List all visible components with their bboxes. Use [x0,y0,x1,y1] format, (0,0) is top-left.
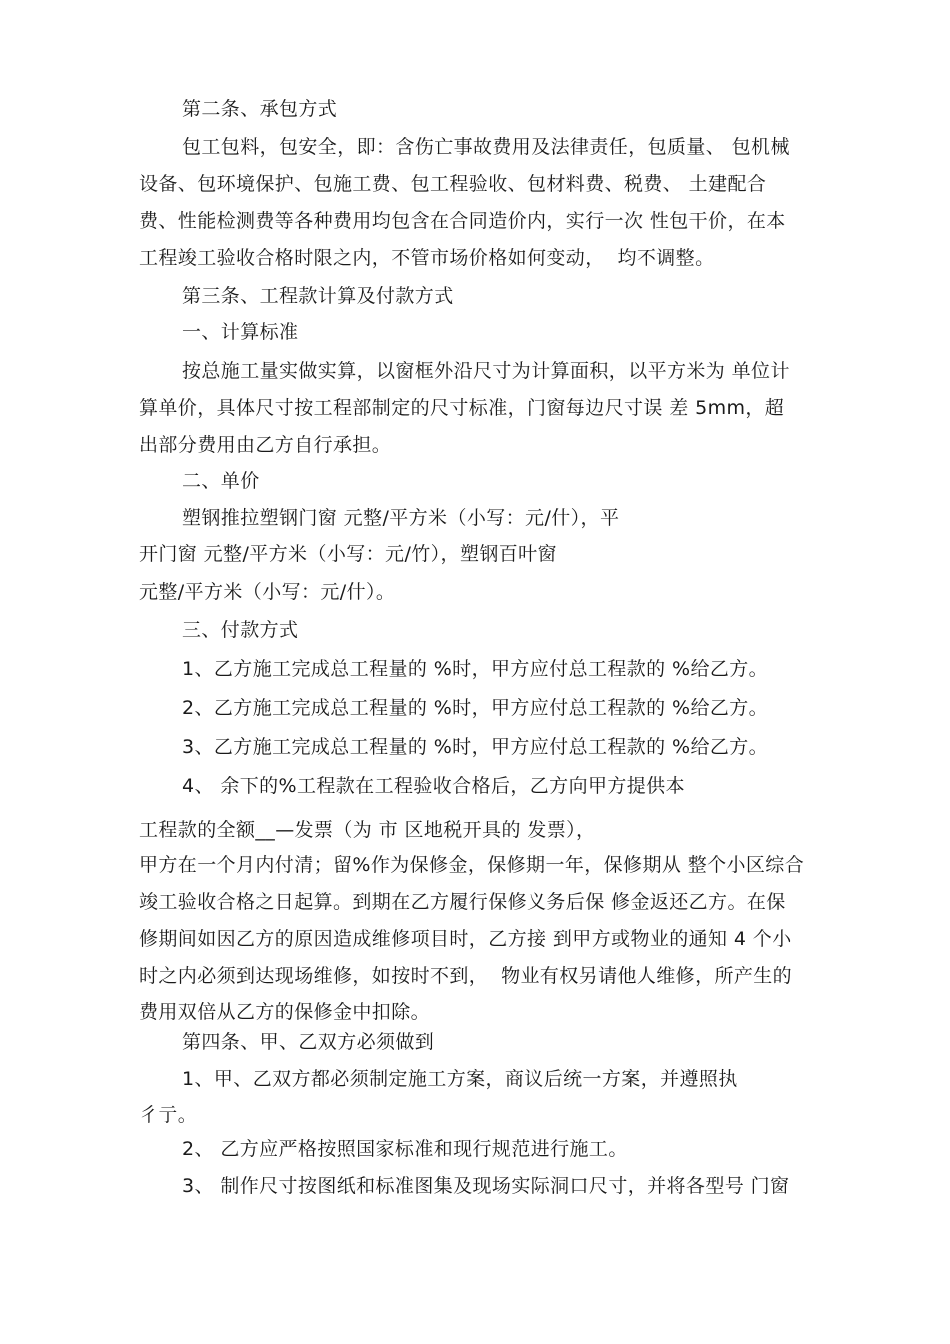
list-item: 3、 制作尺寸按图纸和标准图集及现场实际洞口尺寸，并将各型号 门窗 [182,1175,790,1197]
paragraph-line: 修期间如因乙方的原因造成维修项目时，乙方接 到甲方或物业的通知 4 个小 [139,928,792,950]
paragraph-line: 元整/平方米（小写：元/什）。 [139,581,396,603]
section-heading-2: 第二条、承包方式 [182,98,338,120]
list-item: 3、乙方施工完成总工程量的 %时，甲方应付总工程款的 %给乙方。 [182,736,769,758]
paragraph-line: 工程竣工验收合格时限之内，不管市场价格如何变动， 均不调整。 [139,247,715,269]
paragraph-line: 按总施工量实做实算，以窗框外沿尺寸为计算面积，以平方米为 单位计 [182,360,790,382]
subheading-calc-standard: 一、计算标准 [182,321,299,343]
paragraph-line: 甲方在一个月内付清；留%作为保修金，保修期一年，保修期从 整个小区综合 [139,854,805,876]
list-item: 4、 余下的%工程款在工程验收合格后，乙方向甲方提供本 [182,775,685,797]
section-heading-4: 第四条、甲、乙双方必须做到 [182,1031,435,1053]
paragraph-line: 时之内必须到达现场维修，如按时不到， 物业有权另请他人维修，所产生的 [139,965,793,987]
paragraph-line: 开门窗 元整/平方米（小写：元/竹），塑钢百叶窗 [139,543,557,565]
paragraph-line: 费、性能检测费等各种费用均包含在合同造价内，实行一次 性包干价，在本 [139,210,786,232]
list-item: 2、 乙方应严格按照国家标准和现行规范进行施工。 [182,1138,628,1160]
paragraph-line: 工程款的全额__—发票（为 市 区地税开具的 发票）， [139,819,596,841]
paragraph-line: 设备、包环境保护、包施工费、包工程验收、包材料费、税费、 土建配合 [139,173,767,195]
paragraph-line: 彳亍。 [139,1104,198,1126]
paragraph-line: 塑钢推拉塑钢门窗 元整/平方米（小写：元/什），平 [182,507,620,529]
list-item: 2、乙方施工完成总工程量的 %时，甲方应付总工程款的 %给乙方。 [182,697,769,719]
list-item: 1、乙方施工完成总工程量的 %时，甲方应付总工程款的 %给乙方。 [182,658,769,680]
paragraph-line: 出部分费用由乙方自行承担。 [139,434,392,456]
subheading-unit-price: 二、单价 [182,470,260,492]
list-item: 1、甲、乙双方都必须制定施工方案，商议后统一方案，并遵照执 [182,1068,738,1090]
paragraph-line: 竣工验收合格之日起算。到期在乙方履行保修义务后保 修金返还乙方。在保 [139,891,786,913]
paragraph-line: 费用双倍从乙方的保修金中扣除。 [139,1001,431,1023]
paragraph-line: 算单价，具体尺寸按工程部制定的尺寸标准，门窗每边尺寸误 差 5mm，超 [139,397,785,419]
section-heading-3: 第三条、工程款计算及付款方式 [182,285,454,307]
subheading-payment: 三、付款方式 [182,619,299,641]
paragraph-line: 包工包料，包安全，即：含伤亡事故费用及法律责任，包质量、 包机械 [182,136,790,158]
